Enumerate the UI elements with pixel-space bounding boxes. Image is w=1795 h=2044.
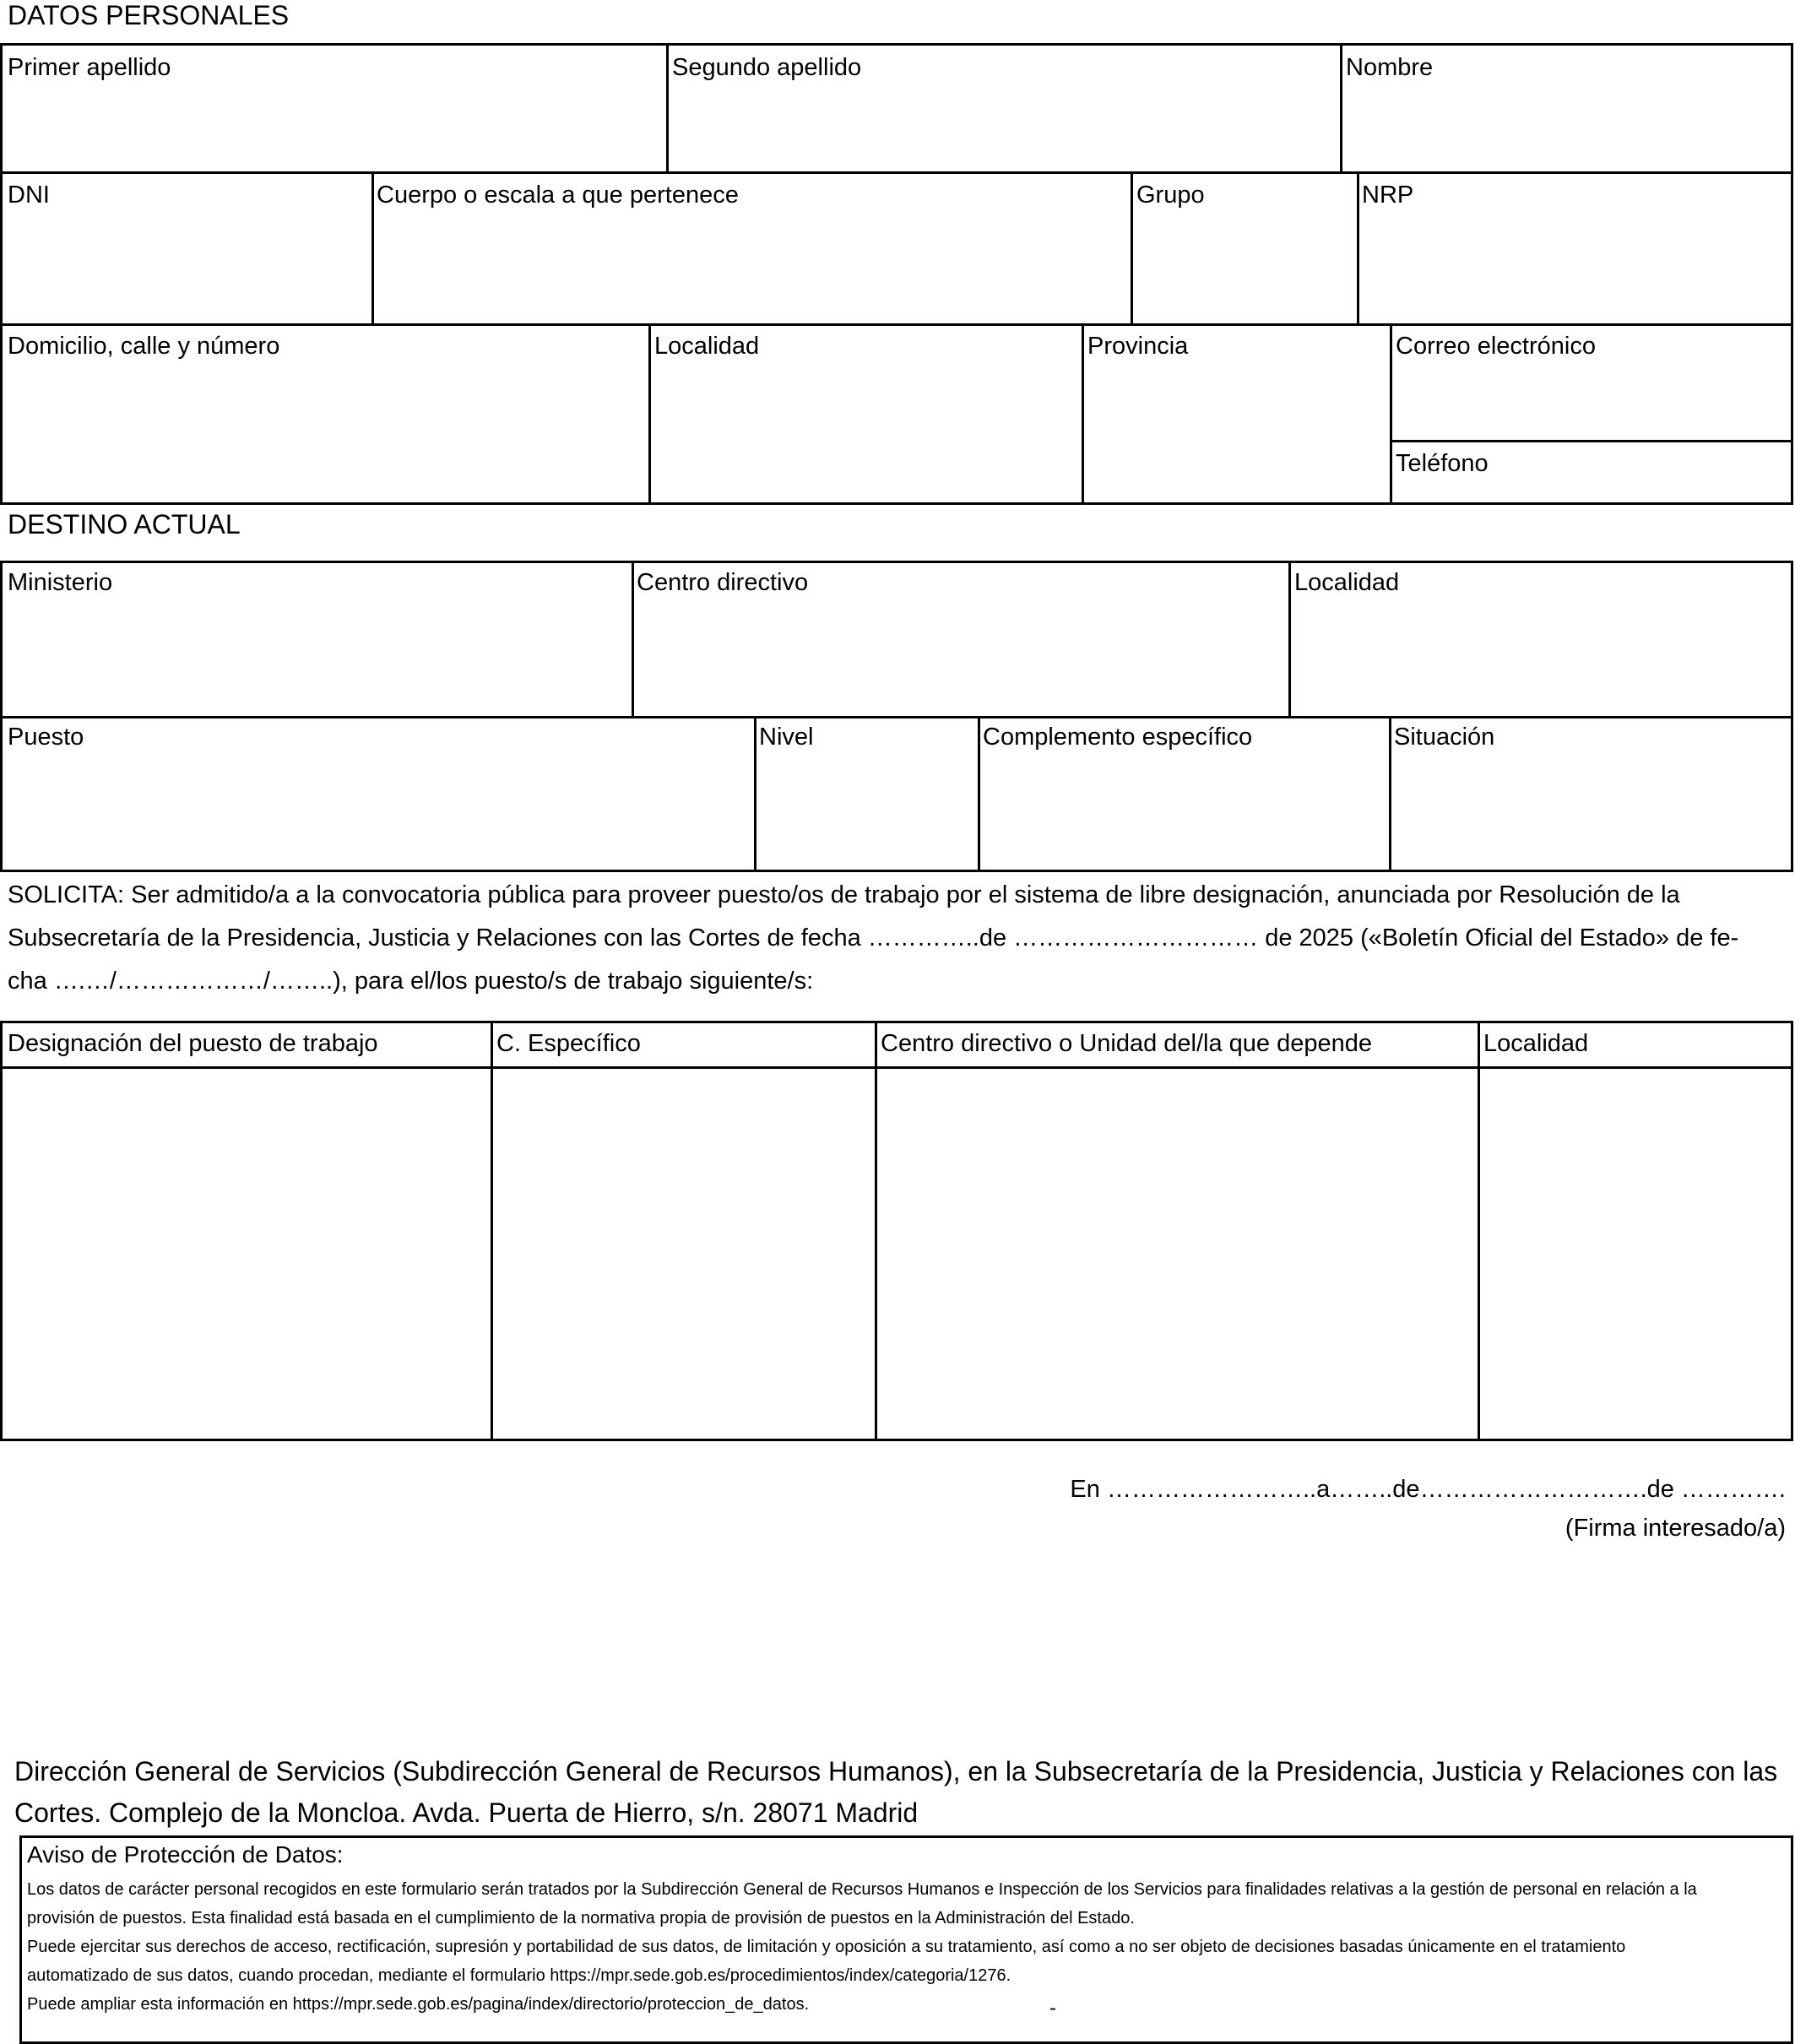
personal-data-table [0, 43, 1793, 505]
field-cuerpo-escala[interactable]: Cuerpo o escala a que pertenece [377, 182, 739, 209]
field-ministerio[interactable]: Ministerio [8, 569, 113, 596]
privacy-notice [19, 1835, 1793, 2044]
column-header-centro-directivo: Centro directivo o Unidad del/la que depende [881, 1030, 1373, 1057]
solicita-line-2: Subsecretaría de la Presidencia, Justicia y Relaciones con las Cortes de fecha …………..de ………………………… de 2025 («Boletín Oficial del Estado» de fe- [8, 924, 1739, 952]
field-nrp[interactable]: NRP [1362, 182, 1414, 209]
field-localidad[interactable]: Localidad [654, 333, 760, 360]
column-header-c-especifico: C. Específico [496, 1030, 641, 1057]
signature-place-date[interactable]: En ……………………..a……..de……………………….de …………. [1070, 1476, 1786, 1503]
privacy-line-1: Los datos de carácter personal recogidos en este formulario serán tratados por la Subdirección General de Recursos Humanos e Inspección de los Servicios para finalidades relativas a la gestión de personal en relación a la [27, 1880, 1697, 1899]
position-cell-designacion[interactable] [3, 1069, 491, 1439]
column-header-designacion: Designación del puesto de trabajo [8, 1030, 378, 1057]
field-nivel[interactable]: Nivel [759, 724, 814, 751]
field-destino-localidad[interactable]: Localidad [1294, 569, 1400, 596]
field-primer-apellido[interactable]: Primer apellido [8, 54, 171, 81]
field-situacion[interactable]: Situación [1394, 724, 1495, 751]
privacy-line-5: Puede ampliar esta información en https://mpr.sede.gob.es/pagina/index/directorio/proteccion_de_datos. [27, 1995, 810, 2014]
column-header-localidad: Localidad [1483, 1030, 1589, 1057]
field-dni[interactable]: DNI [8, 182, 50, 209]
field-telefono[interactable]: Teléfono [1396, 450, 1489, 477]
field-correo[interactable]: Correo electrónico [1396, 333, 1596, 360]
address-line-1: Dirección General de Servicios (Subdirección General de Recursos Humanos), en la Subsecretaría de la Presidencia, Justicia y Relaciones con las [14, 1756, 1778, 1786]
address-block [14, 1751, 1777, 1834]
position-cell-localidad[interactable] [1480, 1069, 1791, 1439]
position-cell-c-especifico[interactable] [493, 1069, 875, 1439]
solicita-line-3: cha ….…/………………/……..), para el/los puesto/s de trabajo siguiente/s: [8, 968, 814, 995]
field-centro-directivo[interactable]: Centro directivo [637, 569, 809, 596]
field-domicilio[interactable]: Domicilio, calle y número [8, 333, 280, 360]
privacy-dash: - [1049, 1997, 1056, 2020]
signature-caption: (Firma interesado/a) [1565, 1515, 1786, 1542]
solicita-line-1: SOLICITA: Ser admitido/a a la convocatoria pública para proveer puesto/os de trabajo por el sistema de libre designación, anunciada por Resolución de la [8, 881, 1680, 908]
privacy-line-3: Puede ejercitar sus derechos de acceso, rectificación, supresión y portabilidad de sus datos, de limitación y oposición a su tratamiento, así como a no ser objeto de decisiones basadas únicamente en el tratamiento [27, 1938, 1626, 1956]
address-line-2: Cortes. Complejo de la Moncloa. Avda. Puerta de Hierro, s/n. 28071 Madrid [14, 1797, 919, 1828]
field-segundo-apellido[interactable]: Segundo apellido [672, 54, 862, 81]
privacy-line-4: automatizado de sus datos, cuando procedan, mediante el formulario https://mpr.sede.gob.es/procedimientos/index/categoria/1276. [27, 1966, 1011, 1985]
privacy-title: Aviso de Protección de Datos: [27, 1841, 344, 1868]
privacy-line-2: provisión de puestos. Esta finalidad está basada en el cumplimiento de la normativa propia de provisión de puestos en la Administración del Estado. [27, 1909, 1135, 1927]
field-puesto[interactable]: Puesto [8, 724, 84, 751]
section-title-personal: DATOS PERSONALES [8, 0, 290, 30]
field-provincia[interactable]: Provincia [1087, 333, 1189, 360]
field-complemento[interactable]: Complemento específico [983, 724, 1253, 751]
section-title-destination: DESTINO ACTUAL [8, 509, 241, 539]
position-cell-centro-directivo[interactable] [877, 1069, 1478, 1439]
field-grupo[interactable]: Grupo [1136, 182, 1205, 209]
requested-positions-table [0, 1021, 1793, 1441]
solicita-paragraph [8, 874, 1738, 1003]
destination-table [0, 561, 1793, 872]
field-nombre[interactable]: Nombre [1346, 54, 1434, 81]
